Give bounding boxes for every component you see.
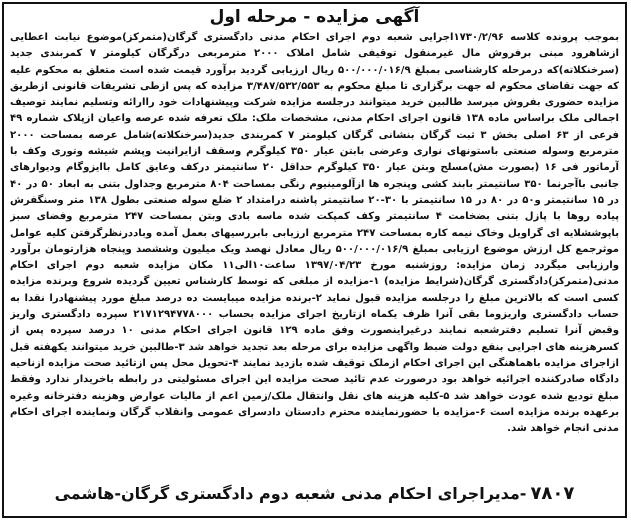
notice-frame bbox=[2, 2, 627, 518]
notice-title: آگهی مزایده - مرحله اول bbox=[209, 7, 420, 27]
notice-signature: -مدیراجرای احکام مدنی شعبه دوم دادگستری گرگان-هاشمی bbox=[54, 483, 527, 503]
notice-footer bbox=[4, 472, 625, 514]
notice-body bbox=[10, 30, 619, 472]
notice-code: ۷۸۰۷ bbox=[530, 482, 575, 504]
notice-body-text: بموجب پرونده کلاسه ۱۷۳۰/۲/۹۶اجرایی شعبه دوم اجرای احکام مدنی دادگستری گرگان(متمرکز)موضوع نیابت اعطایی ازشاهرود مبنی برفروش مال غیرمنقول توقیفی شامل املاک ۲۰۰۰ مترمربعی درگرگان کیلومتر ۷ کمربندی جدید (سرخنکلاته)که درمرحله کارشناسی بمبلغ ۵۰۰/۰۰۰/۰۱۶/۹ ریال ارزیابی گردید برآورد قیمت شده است متعلق به محکوم علیه که جهت تقاضای محکوم له جهت برگزاری تا مبلغ محکوم به ۳/۴۸۷/۵۳۲/۵۵۳ مزایده که پس ازطی تشریفات قانونی ازطریق مزایده حضوری بفروش میرسد طالبین خرید میتوانند درجلسه مزایده شرکت وپیشنهادات خود راارائه وتسلیم نمایند توصیف اجمالی ملک براساس ماده ۱۳۸ قانون اجرای احکام مدنی، مشخصات ملک: ملک تعرفه شده عرصه واعیان ازپلاک شماره ۴۹ فرعی از ۶۳ اصلی بخش ۳ ثبت گرگان بنشانی گرگان کیلومتر ۷ کمربندی جدید(سرخنکلاته)شامل عرصه بمساحت ۲۰۰۰ مترمربع وسوله صنعتی باستونهای نواری وعرضی بابتن عیار ۳۵۰ کیلوگرم وسقف ازایرانیت وپشم شیشه وتوری وکف با آرماتور فی ۱۶ (بصورت مش)مسلح وبتن عیار ۳۵۰ کیلوگرم حداقل ۲۰ سانتیمتر درکف وعایق کامل باایزوگام ودیوارهای جانبی باآجرنما ۳۵۰ سانتیمتر بابند کشی وپنجره ها ازآلومینیوم رنگی بمساحت ۸۰۴ مترمربع وجداول بتنی به ابعاد ۵۰ در ۴۰ در ۱۵ سانتیمتر و۵۰ در ۸۰ در ۱۵ سانتیمتر با ۳۰-۲۰ سانتیمتر پاشنه درامتداد ۲ ضلع سوله صنعتی بطول ۱۳۸ متر وسنگفرش پیاده روها با پازل بتنی بضخامت ۴ سانتیمتر وکف کمپکت شده ماسه بادی وبتن بمساحت ۲۴۷ مترمربع وفضای سبز باپوششلایه ای گراویل وخاک نیمه کاره بمساحت ۲۴۷ مترمربع ارزیابی بابررسیهای بعمل آمده وباددرنظرگرفتن کلیه عوامل موثرجمع کل ارزش موضوع ارزیابی بمبلغ ۵۰۰/۰۰۰/۰۱۶/۹ ریال معادل نهصد ویک میلیون وششصد وپنجاه هزارتومان برآورد وارزیابی میگردد زمان مزایده: روزشنبه مورخ ۱۳۹۷/۰۴/۲۳ ساعت۱۰الی۱۱ مکان مزایده شعبه دوم اجرای احکام مدنی(متمرکز)دادگستری گرگان(شرایط مزایده) ۱-مزایده از مبلغی که توسط کارشناس تعیین گردیده شروع وبرنده مزایده کسی است که بالاترین مبلغ را درجلسه مزایده قبول نماید ۲-برنده مزایده میبایست ده درصد مبلغ مورد پیشنهادرا نقدا به حساب دادگستری واریزوما بقی آنرا ظرف یکماه ازتاریخ اجرای مزایده بحساب ۲۱۷۱۲۹۴۷۷۸۰۰۰ سپرده دادگستری واریز وقبض آنرا تسلیم دفترشعبه نمایند درغیراینصورت وفق ماده ۱۲۹ قانون اجرای احکام مدنی ۱۰ درصد سپرده پس از کسرهزینه های اجرایی بنفع دولت ضبط واگهی مزایده برای مرحله بعد تجدید خواهد شد ۳-طالبین خرید میتوانند یکهفته قبل ازاجرای مزایده باهماهنگی این اجرای احکام ازملک توقیف شده بازدید نمایند ۴-تحویل محل پس ازتائید صحت مزایده ازناحیه دادگاه صادرکننده اجرائیه خواهد بود درصورت عدم تائید صحت مزایده این اجرای مسئولیتی در رابطه باخریدار ندارد وفقط مبلغ تودیع شده عودت خواهد شد ۵-کلیه هزینه های نقل وانتقال ملک/زمین اعم از مالیات عوارض وهزینه دفترخانه وغیره برعهده برنده مزایده است ۶-مزایده با حضورنماینده محترم دادستان دادسرای عمومی وانقلاب گرگان ونماینده اجرای احکام مدنی انجام خواهد شد. bbox=[10, 32, 619, 435]
